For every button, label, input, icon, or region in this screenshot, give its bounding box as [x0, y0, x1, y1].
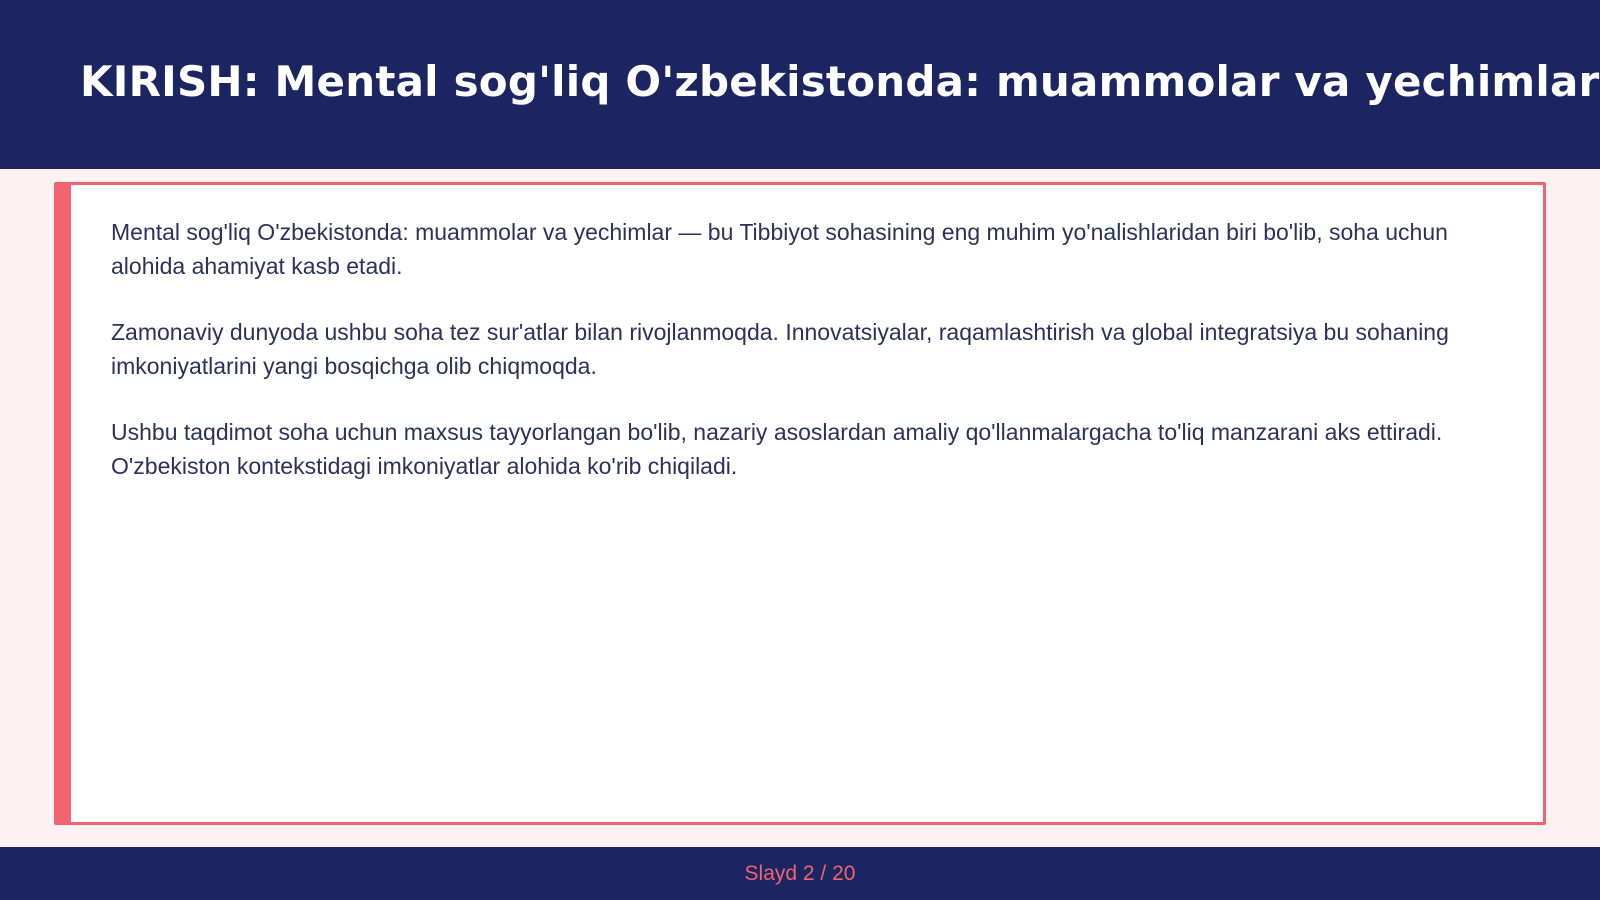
slide-title: KIRISH: Mental sog'liq O'zbekistonda: muammolar va yechimlar: [80, 57, 1600, 106]
slide-counter: Slayd 2 / 20: [744, 861, 856, 885]
paragraph-modern-world: Zamonaviy dunyoda ushbu soha tez sur'atlar bilan rivojlanmoqda. Innovatsiyalar, raqamlashtirish va global integratsiya bu sohaning imkoniyatlarini yangi bosqichga olib chiqmoqda.: [111, 319, 1449, 379]
slide-header: [0, 0, 1600, 169]
paragraph-intro: Mental sog'liq O'zbekistonda: muammolar va yechimlar — bu Tibbiyot sohasining eng muhim yo'nalishlaridan biri bo'lib, soha uchun alohida ahamiyat kasb etadi.: [111, 219, 1448, 279]
slide-footer: [0, 847, 1600, 900]
content-card: [54, 182, 1546, 825]
paragraph-presentation-scope: Ushbu taqdimot soha uchun maxsus tayyorlangan bo'lib, nazariy asoslardan amaliy qo'llanmalargacha to'liq manzarani aks ettiradi. O'zbekiston kontekstidagi imkoniyatlar alohida ko'rib chiqiladi.: [111, 419, 1443, 479]
content-text: [71, 185, 1543, 483]
